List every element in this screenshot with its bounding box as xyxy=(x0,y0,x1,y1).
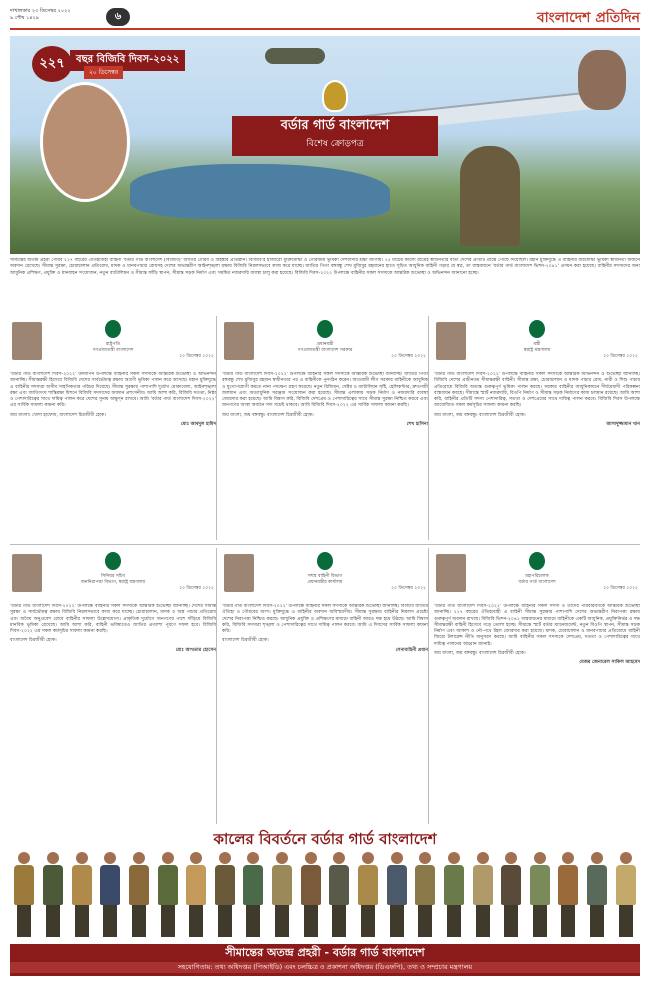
official-role: প্রধানমন্ত্রী xyxy=(316,342,334,347)
uniform-figure xyxy=(558,852,578,938)
column-divider xyxy=(216,548,217,824)
uniform-figure xyxy=(415,852,435,938)
message-text: 'বর্ডার গার্ড বাংলাদেশ দিবস-২০২২' উপলক্ষে বাহিনীর সকল সদস্যকে আন্তরিক শুভেচ্ছা জানাচ্ছি। জাতির পিতা বঙ্গবন্ধু শেখ মুজিবুর রহমান স্বাধীনতার পর এ বাহিনীকে পুনর্গঠন করেন। আওয়ামী লীগ সরকার বাহিনীকে আধুনিক ও যুগোপযোগী করতে নানা পদক্ষেপ গ্রহণ করেছে। নতুন রিজিয়ন, সেক্টর ও ব্যাটালিয়ন সৃষ্টি, হেলিকপ্টার, দ্রুতগামী জলযান এবং অত্যাধুনিক সরঞ্জাম সংযোজন করা হয়েছে। সীমান্ত এলাকায় সড়ক নির্মাণ ও নজরদারি ব্যবস্থা জোরদার করা হয়েছে। আমি বিশ্বাস করি, বিজিবি দেশপ্রেম ও পেশাদারিত্বের সাথে সীমান্ত সুরক্ষা নিশ্চিত করবে এবং জনগণের আস্থা অর্জনে সদা সচেষ্ট থাকবে। আমি বিজিবি দিবস-২০২২ এর সার্বিক সাফল্য কামনা করছি। xyxy=(222,372,428,409)
government-emblem-icon xyxy=(529,552,545,570)
figure-head xyxy=(247,852,259,864)
figure-head xyxy=(562,852,574,864)
figure-head xyxy=(76,852,88,864)
uniform-figure xyxy=(100,852,120,938)
official-photo xyxy=(12,554,42,592)
official-office: বর্ডার গার্ড বাংলাদেশ xyxy=(518,580,556,585)
figure-uniform xyxy=(587,865,607,905)
message-block xyxy=(10,316,216,540)
message-block xyxy=(434,316,640,540)
message-date: ২০ ডিসেম্বর ২০২২ xyxy=(179,354,214,359)
message-signatory: মোঃ আখতার হোসেন xyxy=(175,647,216,653)
official-office: গণপ্রজাতন্ত্রী বাংলাদেশ xyxy=(92,348,134,353)
official-title xyxy=(10,342,216,354)
bangabandhu-portrait xyxy=(578,50,626,110)
figure-legs xyxy=(189,905,203,937)
figure-uniform xyxy=(43,865,63,905)
figure-legs xyxy=(132,905,146,937)
message-block xyxy=(222,316,428,540)
soldier-image xyxy=(460,146,520,246)
figure-uniform xyxy=(243,865,263,905)
figure-head xyxy=(419,852,431,864)
uniform-figure xyxy=(530,852,550,938)
message-date: ২০ ডিসেম্বর ২০২২ xyxy=(391,586,426,591)
footer-slogan: সীমান্তের অতন্দ্র প্রহরী - বর্ডার গার্ড বাংলাদেশ xyxy=(225,946,425,959)
figure-legs xyxy=(332,905,346,937)
figure-legs xyxy=(561,905,575,937)
figure-legs xyxy=(103,905,117,937)
gregorian-date: দাখালকার ২৩ ডিসেম্বর ২০২২ xyxy=(10,8,71,14)
message-header xyxy=(434,548,640,604)
figure-head xyxy=(18,852,30,864)
message-header xyxy=(10,316,216,372)
message-closing: জয় বাংলা, জয় বঙ্গবন্ধু। বাংলাদেশ চিরজীবী হোক। xyxy=(222,412,314,418)
figure-legs xyxy=(75,905,89,937)
government-emblem-icon xyxy=(105,552,121,570)
figure-legs xyxy=(218,905,232,937)
figure-head xyxy=(534,852,546,864)
uniform-figure xyxy=(473,852,493,938)
official-office: গণপ্রজাতন্ত্রী বাংলাদেশ সরকার xyxy=(297,348,353,353)
supplement-subtitle: বিশেষ ক্রোড়পত্র xyxy=(306,139,364,149)
supplement-banner xyxy=(10,36,640,254)
uniform-figure xyxy=(358,852,378,938)
figure-uniform xyxy=(100,865,120,905)
uniform-figure xyxy=(329,852,349,938)
bangla-date: ৯ পৌষ ১৪২৯ xyxy=(10,15,40,21)
official-title xyxy=(222,574,428,586)
figure-legs xyxy=(447,905,461,937)
figure-head xyxy=(620,852,632,864)
figure-uniform xyxy=(444,865,464,905)
row-divider xyxy=(10,544,640,545)
helicopter-image xyxy=(265,48,325,64)
figure-legs xyxy=(476,905,490,937)
figure-uniform xyxy=(473,865,493,905)
figure-head xyxy=(305,852,317,864)
figure-head xyxy=(591,852,603,864)
message-header xyxy=(222,316,428,372)
message-signatory: আসাদুজ্জামান খান xyxy=(606,422,640,428)
official-role: রাষ্ট্রপতি xyxy=(105,342,121,347)
figure-legs xyxy=(17,905,31,937)
message-date: ২০ ডিসেম্বর ২০২২ xyxy=(391,354,426,359)
official-photo xyxy=(436,322,466,360)
figure-uniform xyxy=(72,865,92,905)
figure-head xyxy=(333,852,345,864)
official-title xyxy=(434,574,640,586)
figure-legs xyxy=(533,905,547,937)
uniform-figure xyxy=(387,852,407,938)
figure-head xyxy=(219,852,231,864)
uniform-figure xyxy=(243,852,263,938)
anniversary-day-label: বিজিবি দিবস-২০২২ xyxy=(96,54,180,65)
anniversary-number: ২২৭ xyxy=(39,56,65,71)
message-header xyxy=(10,548,216,604)
figure-head xyxy=(190,852,202,864)
river-image xyxy=(130,164,390,219)
message-date: ২০ ডিসেম্বর ২০২২ xyxy=(603,586,638,591)
figure-uniform xyxy=(158,865,178,905)
figure-head xyxy=(391,852,403,864)
government-emblem-icon xyxy=(105,320,121,338)
newspaper-masthead: বাংলাদেশ প্রতিদিন xyxy=(536,10,640,26)
message-body xyxy=(10,604,216,824)
official-office: প্রধানমন্ত্রীর কার্যালয় xyxy=(307,580,343,585)
figure-legs xyxy=(161,905,175,937)
uniform-figure xyxy=(587,852,607,938)
figure-uniform xyxy=(358,865,378,905)
column-divider xyxy=(428,316,429,540)
message-header xyxy=(434,316,640,372)
government-emblem-icon xyxy=(529,320,545,338)
message-block xyxy=(222,548,428,824)
figure-uniform xyxy=(616,865,636,905)
official-photo xyxy=(12,322,42,360)
figure-uniform xyxy=(530,865,550,905)
official-office: জননিরাপত্তা বিভাগ, স্বরাষ্ট্র মন্ত্রণালয় xyxy=(80,580,146,585)
official-title xyxy=(434,342,640,354)
message-closing: জয় বাংলা, জয় বঙ্গবন্ধু। বাংলাদেশ চিরজীবী হোক। xyxy=(434,412,526,418)
message-date: ২০ ডিসেম্বর ২০২২ xyxy=(179,586,214,591)
figure-legs xyxy=(246,905,260,937)
message-text: 'বর্ডার গার্ড বাংলাদেশ দিবস-২০২২' উপলক্ষে বাহিনীর সকল সদস্যকে আন্তরিক অভিনন্দন ও শুভেচ্ছা জানাচ্ছি। বিজিবি দেশের প্রাচীনতম সীমান্তরক্ষী বাহিনী। সীমান্ত রক্ষা, চোরাচালান ও মাদক পাচার রোধ, নারী ও শিশু পাচার প্রতিরোধে বিজিবি অত্যন্ত গুরুত্বপূর্ণ ভূমিকা পালন করছে। সরকার বাহিনীর আধুনিকায়নে দীর্ঘমেয়াদী পরিকল্পনা বাস্তবায়ন করছে। সীমান্তে স্মার্ট নজরদারি, বিওপি নির্মাণ ও সীমান্ত সড়ক নির্মাণের কাজ চলমান রয়েছে। আমি আশা করি, বাহিনীর প্রতিটি সদস্য পেশাদারিত্ব, সততা ও দেশপ্রেমের সাথে দায়িত্ব পালন করবে। বিজিবি দিবস উপলক্ষে আয়োজিত সকল কর্মসূচির সাফল্য কামনা করছি। xyxy=(434,372,640,409)
figure-uniform xyxy=(186,865,206,905)
message-body xyxy=(434,604,640,824)
figure-legs xyxy=(418,905,432,937)
message-signatory: মেজর জেনারেল সাকিল আহমেদ xyxy=(579,660,640,666)
uniform-figure xyxy=(616,852,636,938)
figure-legs xyxy=(504,905,518,937)
figure-uniform xyxy=(329,865,349,905)
message-signatory: সেনাবাহিনী প্রধান xyxy=(395,647,428,653)
message-body xyxy=(434,372,640,540)
message-block xyxy=(434,548,640,824)
uniform-figure xyxy=(215,852,235,938)
uniform-figure xyxy=(14,852,34,938)
anniversary-date: ২০ ডিসেম্বর xyxy=(84,66,123,79)
official-office: স্বরাষ্ট্র মন্ত্রণালয় xyxy=(523,348,551,353)
figure-legs xyxy=(46,905,60,937)
figure-legs xyxy=(619,905,633,937)
figure-legs xyxy=(275,905,289,937)
message-text: 'বর্ডার গার্ড বাংলাদেশ দিবস-২০২২' উদযাপন উপলক্ষে বাহিনীর সকল সদস্যকে আন্তরিক শুভেচ্ছা ও অভিনন্দন জানাচ্ছি। সীমান্তরক্ষী হিসেবে বিজিবি দেশের সার্বভৌমত্ব রক্ষায় অগ্রণী ভূমিকা পালন করে আসছে। মহান মুক্তিযুদ্ধে এ বাহিনীর সদস্যরা অসীম সাহসিকতার পরিচয় দিয়েছে। সীমান্ত সুরক্ষার পাশাপাশি দুর্যোগ মোকাবেলা, আইনশৃঙ্খলা রক্ষা এবং জাতিসংঘ শান্তিরক্ষা মিশনে বিজিবি সদস্যদের অবদান প্রশংসনীয়। আমি আশা করি, বিজিবি সততা, নিষ্ঠা ও পেশাদারিত্বের সাথে দায়িত্ব পালন করে দেশের সুনাম অক্ষুণ্ন রাখবে। আমি 'বর্ডার গার্ড বাংলাদেশ দিবস-২০২২' এর সার্বিক সাফল্য কামনা করি। xyxy=(10,372,216,409)
official-role: মন্ত্রী xyxy=(533,342,541,347)
figure-legs xyxy=(304,905,318,937)
message-signatory: মোঃ আবদুল হামিদ xyxy=(180,422,216,428)
figure-head xyxy=(505,852,517,864)
message-body xyxy=(10,372,216,540)
column-divider xyxy=(428,548,429,824)
figure-head xyxy=(162,852,174,864)
government-emblem-icon xyxy=(317,552,333,570)
figure-head xyxy=(477,852,489,864)
government-emblem-icon xyxy=(317,320,333,338)
uniform-figure xyxy=(158,852,178,938)
page-header xyxy=(10,8,640,30)
message-date: ২০ ডিসেম্বর ২০২২ xyxy=(603,354,638,359)
figure-head xyxy=(448,852,460,864)
anniversary-badge xyxy=(32,46,72,82)
figure-uniform xyxy=(501,865,521,905)
figure-uniform xyxy=(272,865,292,905)
figure-uniform xyxy=(129,865,149,905)
figure-head xyxy=(47,852,59,864)
figure-uniform xyxy=(415,865,435,905)
figure-legs xyxy=(590,905,604,937)
official-title xyxy=(222,342,428,354)
figure-uniform xyxy=(215,865,235,905)
uniform-figure xyxy=(444,852,464,938)
message-signatory: শেখ হাসিনা xyxy=(406,422,428,428)
figure-uniform xyxy=(14,865,34,905)
official-role: মহাপরিচালক xyxy=(525,574,549,579)
official-title xyxy=(10,574,216,586)
anniversary-unit: বছর xyxy=(76,54,94,65)
uniform-figure xyxy=(129,852,149,938)
message-text: 'বর্ডার গার্ড বাংলাদেশ দিবস-২০২২' উপলক্ষে বাহিনীর সকল সদস্য ও তাঁদের পরিবারবর্গকে আন্তরিক শুভেচ্ছা জানাচ্ছি। ২২৭ বছরের ঐতিহ্যবাহী এ বাহিনী সীমান্ত সুরক্ষার পাশাপাশি দেশের অভ্যন্তরীণ নিরাপত্তা রক্ষায় গুরুত্বপূর্ণ অবদান রাখছে। বিজিবি ভিশন-২০৪১ বাস্তবায়নের মাধ্যমে বাহিনীকে একটি আধুনিক, প্রযুক্তিনির্ভর ও দক্ষ সীমান্তরক্ষী বাহিনী হিসেবে গড়ে তোলা হচ্ছে। সীমান্তে স্মার্ট বর্ডার ম্যানেজমেন্ট, নতুন বিওপি স্থাপন, সীমান্ত সড়ক নির্মাণ এবং আকাশ ও নৌ-পথে টহল জোরদার করা হয়েছে। মাদক, চোরাচালান ও মানবপাচার প্রতিরোধে বাহিনী জিরো টলারেন্স নীতি অনুসরণ করছে। আমি বাহিনীর সকল সদস্যকে দেশপ্রেম, সততা ও পেশাদারিত্বের সাথে দায়িত্ব পালনের আহ্বান জানাই। xyxy=(434,604,640,647)
message-closing: বাংলাদেশ চিরজীবী হোক। xyxy=(10,638,57,644)
message-body xyxy=(222,604,428,824)
prime-minister-portrait xyxy=(40,82,130,202)
figure-head xyxy=(276,852,288,864)
uniform-figure xyxy=(186,852,206,938)
official-photo xyxy=(436,554,466,592)
uniform-figures-row xyxy=(10,852,640,942)
figure-legs xyxy=(390,905,404,937)
bgb-emblem-icon xyxy=(322,80,348,112)
figure-legs xyxy=(361,905,375,937)
official-photo xyxy=(224,322,254,360)
intro-paragraph: সীমান্তের অতন্দ্র প্রহরী গৌরব ২২৭ বছরের ঐতিহ্যবাহী বাহিনী 'বর্ডার গার্ড বাংলাদেশ (বিজিবি)' জাতির গৌরব ও অহঙ্কার প্রতিষ্ঠান। বিজিবি'র হাজারো মুক্তিযোদ্ধা ও গৌরবময় ভূমিকা দেশবাসীর শ্রদ্ধা জাগায়। ২৫ মার্চের কালো রাত্রেই স্বাধীনতার বার্তা দেশের প্রতিটি প্রান্তে পৌঁছে দিয়েছিল। মহান মুক্তিযুদ্ধে এ বাহিনীর বীরযোদ্ধা ভূমিকা স্বাধীনতা অর্জনে অবদান রেখেছে। সীমান্ত সুরক্ষা, চোরাচালান প্রতিরোধ, মাদক ও মানবপাচার রোধসহ দেশের অভ্যন্তরীণ আইনশৃঙ্খলা রক্ষায় বিজিবি নিরলসভাবে কাজ করে যাচ্ছে। জাতির পিতা বঙ্গবন্ধু শেখ মুজিবুর রহমানের হাতে সূচিত আধুনিক বাহিনী গড়ার যে স্বপ্ন, তা বাস্তবায়নে 'বর্ডার গার্ড বাংলাদেশ ভিশন-২০৪১' প্রণয়ন করা হয়েছে। বাহিনীর সদস্যদের জন্য আধুনিক প্রশিক্ষণ, প্রযুক্তি ও যানবাহন সংযোজন, নতুন ব্যাটালিয়ন ও সীমান্ত ফাঁড়ি স্থাপন, সীমান্ত সড়ক নির্মাণ এবং সমন্বিত নজরদারি ব্যবস্থা চালু করা হয়েছে। বিজিবি দিবস-২০২২ উপলক্ষে বাহিনীর সকল সদস্যকে আন্তরিক শুভেচ্ছা ও অভিনন্দন জানানো হচ্ছে। xyxy=(10,258,640,276)
uniform-figure xyxy=(272,852,292,938)
figure-uniform xyxy=(301,865,321,905)
message-closing: জয় বাংলা। খোদা হাফেজ, বাংলাদেশ চিরজীবী হোক। xyxy=(10,412,106,418)
official-photo xyxy=(224,554,254,592)
uniform-evolution-title: কালের বিবর্তনে বর্ডার গার্ড বাংলাদেশ xyxy=(213,830,437,848)
figure-head xyxy=(362,852,374,864)
message-body xyxy=(222,372,428,540)
figure-head xyxy=(104,852,116,864)
official-role: সশস্ত্র বাহিনী বিভাগ xyxy=(307,574,343,579)
figure-uniform xyxy=(558,865,578,905)
figure-head xyxy=(133,852,145,864)
supplement-title: বর্ডার গার্ড বাংলাদেশ xyxy=(280,118,390,133)
official-role: সিনিয়র সচিব xyxy=(101,574,125,579)
message-block xyxy=(10,548,216,824)
page-number: ৬ xyxy=(106,8,130,26)
message-text: 'বর্ডার গার্ড বাংলাদেশ দিবস-২০২২' উপলক্ষে বাহিনীর সকল সদস্যকে আন্তরিক শুভেচ্ছা জানাচ্ছি। দেশের সীমান্ত সুরক্ষা ও সার্বভৌমত্ব রক্ষায় বিজিবি নিরলসভাবে কাজ করে যাচ্ছে। চোরাচালান, মাদক ও অস্ত্র পাচার প্রতিরোধ এবং অবৈধ অনুপ্রবেশ রোধে বাহিনীর সাফল্য উল্লেখযোগ্য। প্রাকৃতিক দুর্যোগে জনগণের পাশে দাঁড়িয়ে বিজিবি মানবিক ভূমিকা রেখেছে। আমি আশা করি, বাহিনী ভবিষ্যতেও জাতির প্রত্যাশা পূরণে সফল হবে। বিজিবি দিবস-২০২২ এর সকল কর্মসূচির সাফল্য কামনা করছি। xyxy=(10,604,216,635)
uniform-figure xyxy=(501,852,521,938)
footer-credit: সহযোগিতায়: তথ্য অধিদপ্তর (পিআইডি) এবং চলচ্চিত্র ও প্রকাশনা অধিদপ্তর (ডিএফপি), তথ্য ও সম্প্রচার মন্ত্রণালয় xyxy=(10,962,640,973)
uniform-figure xyxy=(72,852,92,938)
uniform-figure xyxy=(301,852,321,938)
message-closing: জয় বাংলা, জয় বঙ্গবন্ধু। বাংলাদেশ চিরজীবী হোক। xyxy=(434,651,526,657)
supplement-title-box xyxy=(232,116,438,156)
date-block xyxy=(10,8,71,22)
uniform-figure xyxy=(43,852,63,938)
message-text: 'বর্ডার গার্ড বাংলাদেশ দিবস-২০২২' উপলক্ষে বাহিনীর সকল সদস্যকে আন্তরিক শুভেচ্ছা জানাচ্ছি। বিজিবি জাতির ঐতিহ্য ও গৌরবের অংশ। মুক্তিযুদ্ধে এ বাহিনীর অবদান অবিস্মরণীয়। সীমান্ত সুরক্ষায় বাহিনীর নিরলস প্রচেষ্টা দেশের নিরাপত্তা নিশ্চিত করছে। আধুনিক প্রযুক্তি ও প্রশিক্ষণের মাধ্যমে বাহিনী আরও দক্ষ হয়ে উঠছে। আমি বিশ্বাস করি, বিজিবি সদস্যরা শৃঙ্খলা ও পেশাদারিত্বের সাথে দায়িত্ব পালন করবে। আমি এ দিবসের সার্বিক সাফল্য কামনা করি। xyxy=(222,604,428,635)
column-divider xyxy=(216,316,217,540)
page-footer xyxy=(10,944,640,976)
figure-uniform xyxy=(387,865,407,905)
message-closing: বাংলাদেশ চিরজীবী হোক। xyxy=(222,638,269,644)
message-header xyxy=(222,548,428,604)
